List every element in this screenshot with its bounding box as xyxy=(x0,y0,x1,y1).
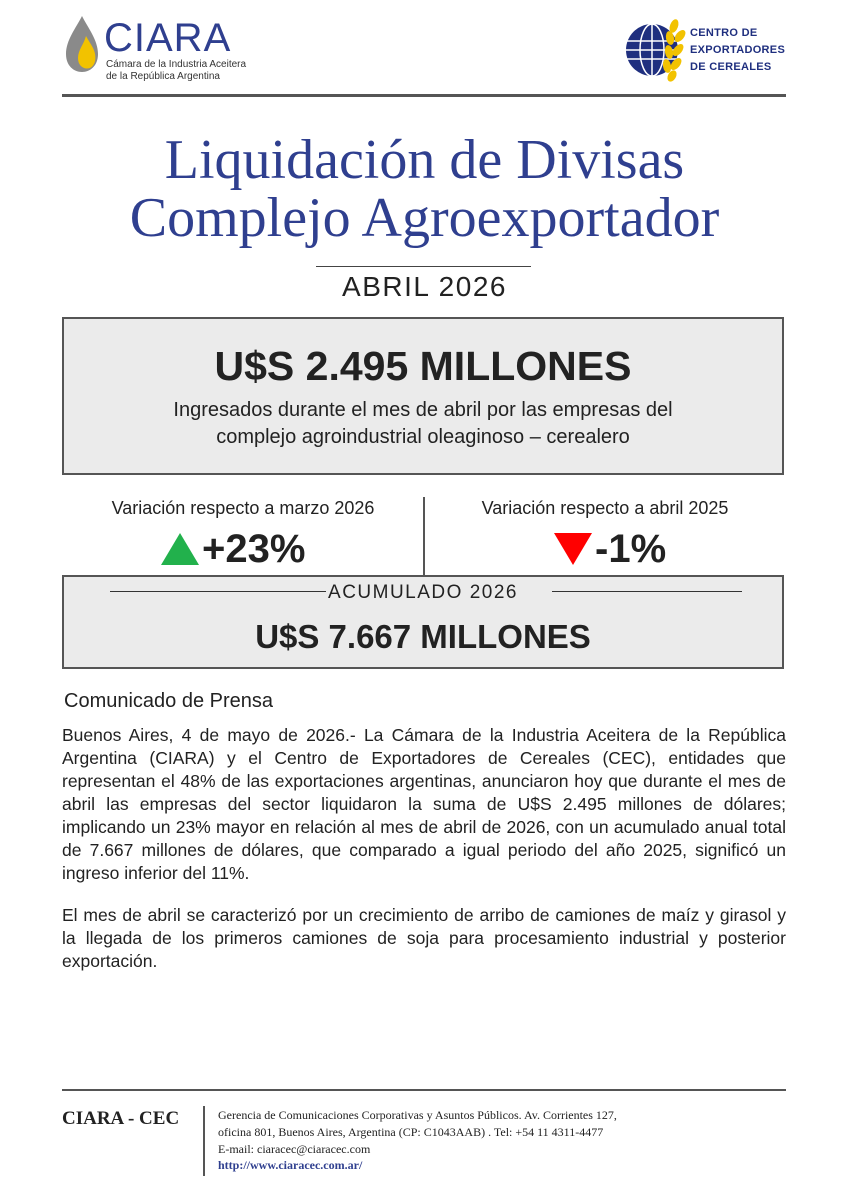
page-title-line1: Liquidación de Divisas xyxy=(164,129,685,191)
report-period: ABRIL 2026 xyxy=(342,271,507,302)
accumulated-label: ACUMULADO 2026 xyxy=(328,582,518,603)
footer-brand: CIARA - CEC xyxy=(62,1108,180,1129)
ciara-subtitle-line1: Cámara de la Industria Aceitera xyxy=(106,59,247,70)
footer-website-link[interactable]: http://www.ciaracec.com.ar/ xyxy=(218,1158,363,1172)
main-amount: U$S 2.495 MILLONES xyxy=(214,343,632,389)
main-description-line2: complejo agroindustrial oleaginoso – cerealero xyxy=(216,426,630,448)
globe-wheat-icon xyxy=(624,14,690,84)
footer-email: E-mail: ciaracec@ciaracec.com xyxy=(218,1142,371,1156)
variation-yearly-label: Variación respecto a abril 2025 xyxy=(481,498,729,518)
cec-logo-line3: DE CEREALES xyxy=(690,61,772,73)
variation-yearly-value: -1% xyxy=(595,526,667,571)
down-triangle-icon xyxy=(553,532,593,566)
variation-monthly-label: Variación respecto a marzo 2026 xyxy=(111,498,375,518)
press-paragraph-2: El mes de abril se caracterizó por un crecimiento de arribo de camiones de maíz y girasol y la llegada de los primeros camiones de soja para procesamiento industrial y posterior exportación. xyxy=(62,905,786,971)
ciara-subtitle-line2: de la República Argentina xyxy=(106,71,220,82)
ciara-logo xyxy=(62,10,262,88)
press-release-heading: Comunicado de Prensa xyxy=(64,690,274,712)
footer-address-line2: oficina 801, Buenos Aires, Argentina (CP: C1043AAB) . Tel: +54 11 4311-4477 xyxy=(218,1125,604,1139)
title-underline xyxy=(316,266,531,267)
cec-logo-line2: EXPORTADORES xyxy=(690,44,786,56)
variation-monthly-value: +23% xyxy=(202,526,306,571)
cec-logo-line1: CENTRO DE xyxy=(690,27,758,39)
accumulated-box xyxy=(62,575,784,669)
footer-address-line1: Gerencia de Comunicaciones Corporativas y Asuntos Públicos. Av. Corrientes 127, xyxy=(218,1108,617,1122)
footer-divider xyxy=(62,1089,786,1091)
accumulated-amount: U$S 7.667 MILLONES xyxy=(255,618,591,655)
oil-drop-icon xyxy=(62,14,102,74)
footer-vertical-divider xyxy=(203,1106,205,1176)
main-description-line1: Ingresados durante el mes de abril por las empresas del xyxy=(173,399,673,421)
variation-yearly xyxy=(553,526,666,572)
up-triangle-icon xyxy=(160,532,200,566)
cec-logo xyxy=(624,14,794,86)
main-amount-box xyxy=(62,317,784,475)
ciara-logo-text: CIARA xyxy=(104,16,232,60)
header-divider xyxy=(62,94,786,97)
page-title-line2: Complejo Agroexportador xyxy=(129,187,720,249)
variation-monthly xyxy=(160,526,305,572)
press-paragraph-1: Buenos Aires, 4 de mayo de 2026.- La Cámara de la Industria Aceitera de la República Argentina (CIARA) y el Centro de Exportadores de Cereales (CEC), entidades que representan el 48% de las exportaciones argentinas, anunciaron hoy que durante el mes de abril las empresas del sector liquidaron la suma de U$S 2.495 millones de dólares; implicando un 23% mayor en relación al mes de abril de 2026, con un acumulado anual total de 7.667 millones de dólares, que comparado a igual periodo del año 2025, significó un ingreso inferior del 11%. xyxy=(62,725,786,883)
